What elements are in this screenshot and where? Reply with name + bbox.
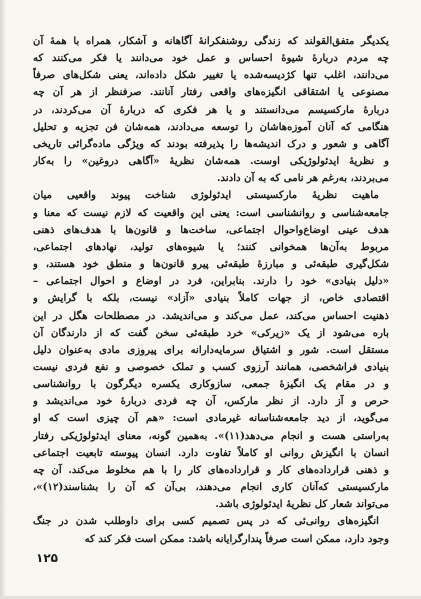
paragraph (33, 513, 389, 547)
page-number: ۱۲۵ (36, 551, 58, 565)
text-line: و در مقام یک انگیزهٔ جمعی، سازوکاری یکسره دیگرگون با روانشناسی (33, 378, 389, 391)
text-line: باره می‌شود از یک «زیرکی» خرد طبقه‌ئی سخن گفت که از دارندگان آن (33, 326, 389, 339)
text-line: ذهنیت احساس می‌کند، عمل می‌کند و می‌اندیشد. در مصطلحات هگل در این (33, 309, 389, 322)
text-line: می‌دانند، اغلب تنها کژدیسه‌شده یا تغییر شکل داده‌اند، یعنی شکل‌های صرفاً (33, 69, 389, 82)
text-line: بنیادی فراشخصی، همانند آرزوی کسب و تملک خصوصی و نفع فردی نیست (33, 360, 389, 373)
text-line: انسان با انگیزش روانی او کاملاً تفاوت دارد. انسان پیوسته تابعیت اجتماعی (33, 446, 389, 459)
text-line: دربارهٔ مارکسیسم می‌دانستند و یا هر فکری که دربارهٔ آن می‌کردند، در (33, 103, 389, 116)
text-line: هدف عینی اوضاع‌واحوال اجتماعی، ساخت‌ها و قانون‌ها با هدف‌های ذهنی (33, 223, 389, 236)
text-line: می‌گوید، از دید جامعه‌شناسانه غیرمادی است: «هم آن چیزی است که او (33, 412, 389, 425)
text-line: مصنوعی یا اشتقاقی انگیزه‌های واقعی رفتار آنانند. صرفنظر از هر آن چه (33, 86, 389, 99)
text-line: مارکسیستی که‌آنان کاری انجام می‌دهند، بی‌آن که آن را بشناسند(۱۲)»، (33, 481, 389, 494)
text-line: و ذهنی قرارداده‌های کار و قرارداده‌های کار را با هم مخلوط می‌کند. آن چه (33, 463, 389, 476)
text-line: اقتصادی خاص، از جهات کاملاً بنیادی «آزاد» نیست، بلکه با گرایش و (33, 292, 389, 305)
text-line: وجود دارد، ممکن است صرفاً پندارگرایانه باشد: ممکن است فکر کند که (84, 532, 389, 545)
text-line: به‌راستی هست و انجام می‌دهد(۱۱)». به‌همین گونه، معنای ایدئولوژیکی رفتار (33, 429, 389, 442)
text-line: مربوط به‌آن‌ها همخوانی کنند؛ یا شیوه‌های تولید، نهادهای اجتماعی، (33, 240, 389, 253)
text-line: می‌بردند، به‌رغم هر نامی که به آن دادند. (217, 172, 389, 185)
text-line: هنگامی که آنان آموزه‌هاشان را توسعه می‌دادند، همه‌شان فن تجزیه و تحلیل (33, 120, 389, 133)
text-line: چه مردم دربارهٔ شیوهٔ احساس و عمل خود می‌دانند یا فکر می‌کنند که (33, 52, 389, 65)
paragraph (33, 33, 389, 187)
page-gutter-shadow (0, 0, 6, 599)
text-line: شکل‌گیری طبقه‌ئی و مبارزهٔ طبقه‌ئی پیرو قانون‌ها و منطق خود هستند، و (33, 258, 389, 271)
text-line: و نظریهٔ ایدئولوژیکی اوست. همه‌شان نظریهٔ «آگاهی دروغین» را به‌کار (33, 155, 389, 168)
text-line: ماهیت نظریهٔ مارکسیستی ایدئولوژی شناخت پیوند واقعیی میان (33, 189, 379, 202)
text-line: جامعه‌شناسی و روانشناسی است: یعنی این واقعیت که لازم نیست که معنا و (33, 206, 389, 219)
text-line: آگاهی و شعور و درک اندیشه‌ها را پذیرفته بودند که ویژگی ماده‌گرائی تاریخی (33, 137, 389, 150)
text-line: حرص و آز دارد. از نظر مارکس، آن چه فردی دربارهٔ خود می‌اندیشد و (33, 395, 389, 408)
text-line: یکدیگر متفق‌القولند که زندگی روشنفکرانهٔ آگاهانه و آشکار، همراه با همهٔ آن (33, 35, 389, 47)
text-line: انگیزه‌های روانی‌ئی که در پس تصمیم کسی برای داوطلب شدن در جنگ (33, 515, 379, 528)
text-line: «دلیل بنیادی» خود را دارند. بنابراین، فرد در اوضاع و احوال اجتماعی – (33, 275, 389, 288)
paragraph (33, 187, 389, 513)
body-text (33, 33, 389, 548)
text-line: می‌تواند شعار کل نظریهٔ ایدئولوژی باشد. (215, 498, 389, 511)
text-line: مستقل است. شور و اشتیاق سرمایه‌دارانه برای پیروزی مادی به‌عنوان دلیل (33, 343, 389, 356)
